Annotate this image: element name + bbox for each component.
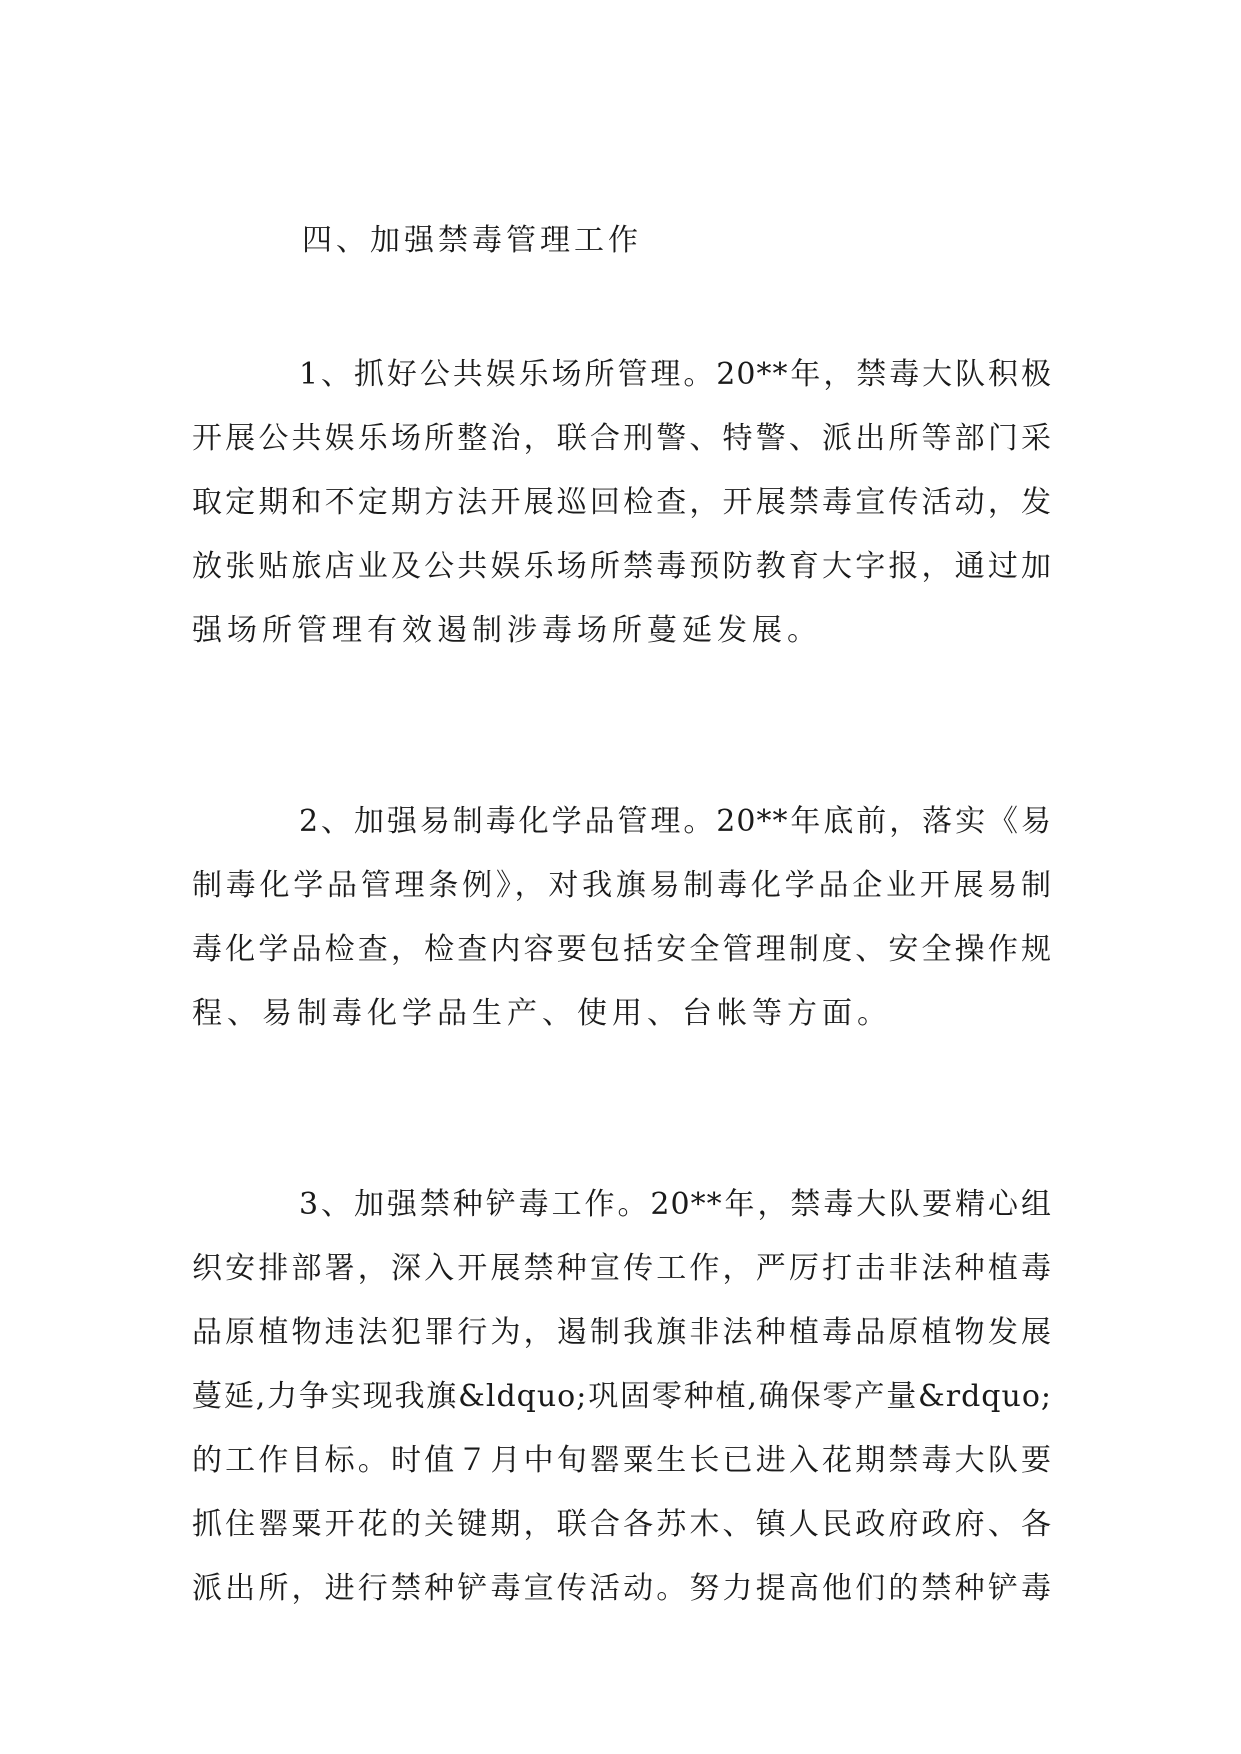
paragraph-3 [192,1173,1052,1621]
paragraph-line: 2、加强易制毒化学品管理。20**年底前，落实《易 [299,804,1052,839]
paragraph-line: 3、加强禁种铲毒工作。20**年，禁毒大队要精心组 [299,1187,1052,1222]
paragraph-line: 派出所，进行禁种铲毒宣传活动。努力提高他们的禁种铲毒 [192,1571,1052,1606]
paragraph-2 [192,790,1052,1046]
paragraph-line: 放张贴旅店业及公共娱乐场所禁毒预防教育大字报，通过加 [192,549,1052,584]
paragraph-line: 取定期和不定期方法开展巡回检查，开展禁毒宣传活动，发 [192,485,1052,520]
paragraph-line: 强场所管理有效遏制涉毒场所蔓延发展。 [192,613,822,648]
paragraph-line: 制毒化学品管理条例》，对我旗易制毒化学品企业开展易制 [192,868,1052,903]
paragraph-line: 抓住罂粟开花的关键期，联合各苏木、镇人民政府政府、各 [192,1507,1052,1542]
paragraph-line: 的工作目标。时值７月中旬罂粟生长已进入花期禁毒大队要 [192,1443,1052,1478]
section-heading: 四、加强禁毒管理工作 [302,223,642,258]
paragraph-line: 程、易制毒化学品生产、使用、台帐等方面。 [192,996,892,1031]
paragraph-1 [192,343,1052,663]
paragraph-line: 毒化学品检查，检查内容要包括安全管理制度、安全操作规 [192,932,1052,967]
paragraph-line: 1、抓好公共娱乐场所管理。20**年，禁毒大队积极 [299,357,1052,392]
paragraph-line: 开展公共娱乐场所整治，联合刑警、特警、派出所等部门采 [192,421,1052,456]
paragraph-line: 蔓延,力争实现我旗&ldquo;巩固零种植,确保零产量&rdquo; [192,1379,1052,1414]
paragraph-line: 织安排部署，深入开展禁种宣传工作，严厉打击非法种植毒 [192,1251,1052,1286]
paragraph-line: 品原植物违法犯罪行为，遏制我旗非法种植毒品原植物发展 [192,1315,1052,1350]
